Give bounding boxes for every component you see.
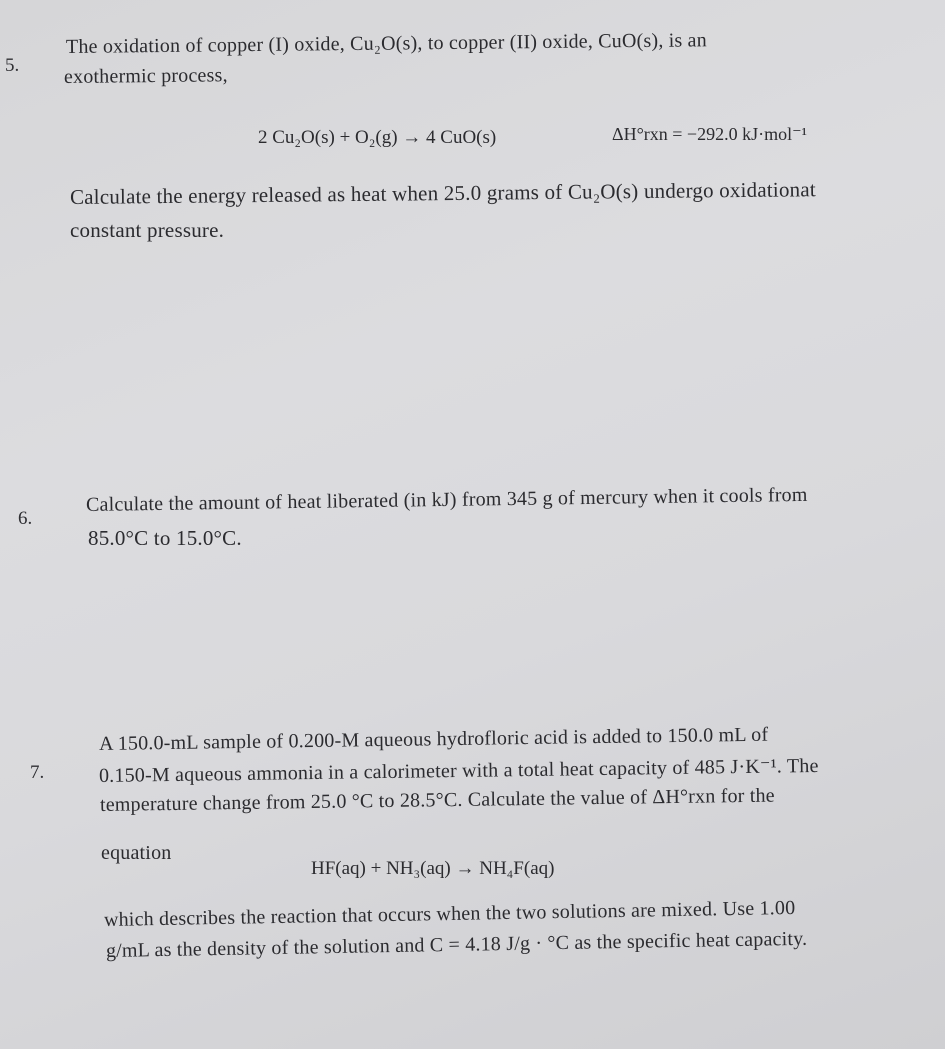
question-text-line: The oxidation of copper (I) oxide, Cu₂O(s), to copper (II) oxide, CuO(s), is an bbox=[65, 29, 708, 58]
question-text-line: 85.0°C to 15.0°C. bbox=[88, 526, 242, 550]
chemical-equation: 2 Cu₂O(s) + O₂(g) → 4 CuO(s) bbox=[258, 127, 497, 148]
question-text-line: A 150.0-mL sample of 0.200-M aqueous hydrofloric acid is added to 150.0 mL of bbox=[98, 723, 769, 755]
question-text-line: g/mL as the density of the solution and C = 4.18 J/g · °C as the specific heat capacity. bbox=[105, 927, 808, 962]
question-number: 6. bbox=[18, 508, 33, 529]
question-number: 5. bbox=[5, 55, 20, 76]
question-text-line: equation bbox=[101, 842, 172, 864]
enthalpy-value: ΔH°rxn = −292.0 kJ·mol⁻¹ bbox=[612, 124, 807, 144]
question-number: 7. bbox=[30, 762, 45, 783]
question-text-line: Calculate the amount of heat liberated (in kJ) from 345 g of mercury when it cools from bbox=[85, 483, 808, 516]
question-text-line: exothermic process, bbox=[63, 64, 228, 88]
question-text-line: Calculate the energy released as heat when 25.0 grams of Cu₂O(s) undergo oxidationat bbox=[69, 177, 816, 209]
question-text-line: 0.150-M aqueous ammonia in a calorimeter with a total heat capacity of 485 J·K⁻¹. The bbox=[98, 754, 819, 787]
chemical-equation: HF(aq) + NH₃(aq) → NH₄F(aq) bbox=[311, 858, 555, 879]
question-text-line: constant pressure. bbox=[70, 218, 225, 242]
question-text-line: temperature change from 25.0 °C to 28.5°C. Calculate the value of ΔH°rxn for the bbox=[99, 784, 775, 816]
question-text-line: which describes the reaction that occurs when the two solutions are mixed. Use 1.00 bbox=[103, 896, 796, 931]
